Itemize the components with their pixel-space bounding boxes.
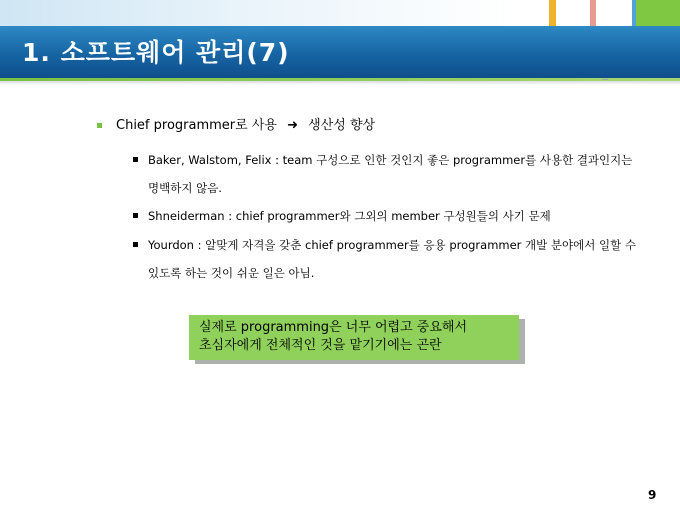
title-tick-mark [602,79,608,80]
callout-line-2: 초심자에게 전체적인 것을 맡기기에는 곤란 [199,338,442,353]
title-shadow [0,81,680,85]
pink-stripe [590,0,596,26]
right-arrow-icon: ➜ [287,118,298,133]
green-square-bullet-icon [97,123,102,128]
sub-bullet-text: Yourdon : 알맞게 자격을 갖춘 chief programmer를 응용 programmer 개발 분야에서 일할 수 있도록 하는 것이 쉬운 일은 아님. [148,238,637,280]
main-bullet-text-after: 생산성 향상 [308,118,376,133]
page-number: 9 [648,488,657,502]
main-bullet-text [116,118,375,133]
slide-title: 1. 소프트웨어 관리(7) [22,38,290,67]
callout-line-1: 실제로 programming은 너무 어렵고 중요해서 [199,320,468,335]
main-bullet-text-before: Chief programmer로 사용 [116,118,277,133]
sub-bullet-baker [133,146,653,202]
green-stripe [636,0,680,26]
sub-bullet-text: Shneiderman : chief programmer와 그외의 member 구성원들의 사기 문제 [148,209,551,223]
sub-bullet-text: Baker, Walstom, Felix : team 구성으로 인한 것인지 좋은 programmer를 사용한 결과인지는 명백하지 않음. [148,153,633,195]
black-square-bullet-icon [133,157,138,162]
sub-bullet-yourdon [133,231,653,287]
black-square-bullet-icon [133,242,138,247]
black-square-bullet-icon [133,213,138,218]
orange-stripe [549,0,556,26]
top-strip [0,0,680,26]
main-bullet [97,116,657,136]
sub-bullet-shneiderman [133,202,653,230]
callout-box [189,315,519,360]
